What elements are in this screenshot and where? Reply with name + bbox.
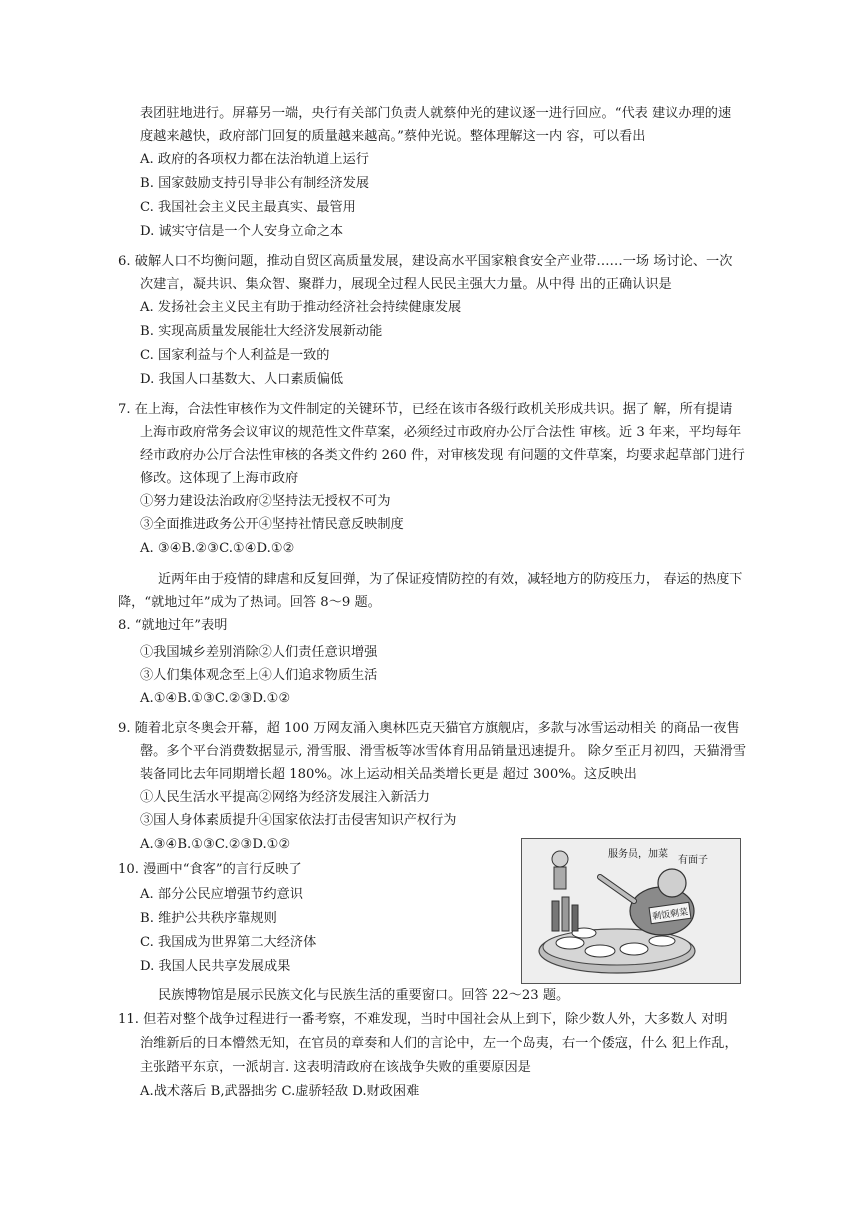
q5-option-b: B. 国家鼓励支持引导非公有制经济发展 xyxy=(140,176,370,191)
comic-drawing xyxy=(522,839,740,983)
q6-option-a: A. 发扬社会主义民主有助于推动经济社会持续健康发展 xyxy=(140,300,462,315)
q7-stem-line-1: 7. 在上海，合法性审核作为文件制定的关键环节，已经在该市各级行政机关形成共识。据了 解，所有提请 xyxy=(118,402,733,417)
q10-option-a: A. 部分公民应增强节约意识 xyxy=(140,887,303,902)
intro-8-9-line-2: 降，“就地过年”成为了热词。回答 8～9 题。 xyxy=(118,595,381,610)
q8-stem: 8. “就地过年”表明 xyxy=(118,618,228,633)
q11-stem-line-1: 11. 但若对整个战争过程进行一番考察，不难发现，当时中国社会从上到下，除少数人外，大多数人 对明 xyxy=(118,1012,728,1027)
q9-answer-options: A.③④B.①③C.②③D.①② xyxy=(140,837,291,852)
q5-stem-line-2: 度越来越快，政府部门回复的质量越来越高。”蔡仲光说。整体理解这一内 容，可以看出 xyxy=(140,129,646,144)
q7-stem-line-2: 上海市政府常务会议审议的规范性文件草案，必须经过市政府办公厅合法性 审核。近 3 年来，平均每年 xyxy=(140,425,742,440)
q7-choices-2: ③全面推进政务公开④坚持社情民意反映制度 xyxy=(140,517,404,532)
q9-stem-line-3: 装备同比去年同期增长超 180%。冰上运动相关品类增长更是 超过 300%。这反映出 xyxy=(140,767,637,782)
q6-option-d: D. 我国人口基数大、人口素质偏低 xyxy=(140,372,344,387)
q11-stem-line-2: 治维新后的日本懵然无知，在官员的章奏和人们的言论中，左一个岛夷，右一个倭寇，什么 犯上作乱， xyxy=(140,1036,738,1051)
comic-speech-1: 服务员，加菜 xyxy=(608,849,668,860)
q6-option-b: B. 实现高质量发展能壮大经济发展新动能 xyxy=(140,324,383,339)
q6-stem-line-2: 次建言，凝共识、集众智、聚群力，展现全过程人民民主强大力量。从中得 出的正确认识是 xyxy=(140,277,672,292)
q7-stem-line-4: 修改。这体现了上海市政府 xyxy=(140,471,299,486)
q8-choices-2: ③人们集体观念至上④人们追求物质生活 xyxy=(140,668,378,683)
q7-answer-options: A. ③④B.②③C.①④D.①② xyxy=(140,541,295,556)
comic-sign-text: 剩饭剩菜 xyxy=(651,907,689,923)
q6-option-c: C. 国家利益与个人利益是一致的 xyxy=(140,348,330,363)
q7-choices-1: ①努力建设法治政府②坚持法无授权不可为 xyxy=(140,494,391,509)
q10-option-b: B. 维护公共秩序靠规则 xyxy=(140,911,277,926)
q5-option-a: A. 政府的各项权力都在法治轨道上运行 xyxy=(140,152,369,167)
q8-choices-1: ①我国城乡差别消除②人们责任意识增强 xyxy=(140,645,378,660)
comic-illustration xyxy=(521,838,741,984)
q5-option-d: D. 诚实守信是一个人安身立命之本 xyxy=(140,224,344,239)
q9-stem-line-2: 罄。多个平台消费数据显示, 滑雪服、滑雪板等冰雪体育用品销量迅速提升。 除夕至正月初四，天猫滑雪 xyxy=(140,744,747,759)
q9-choices-2: ③国人身体素质提升④国家依法打击侵害知识产权行为 xyxy=(140,813,457,828)
comic-speech-2: 有面子 xyxy=(678,855,708,866)
q10-option-c: C. 我国成为世界第二大经济体 xyxy=(140,935,317,950)
q9-choices-1: ①人民生活水平提高②网络为经济发展注入新活力 xyxy=(140,790,431,805)
q8-answer-options: A.①④B.①③C.②③D.①② xyxy=(140,691,291,706)
q5-option-c: C. 我国社会主义民主最真实、最管用 xyxy=(140,200,356,215)
q5-stem-line-1: 表团驻地进行。屏幕另一端，央行有关部门负责人就蔡仲光的建议逐一进行回应。“代表 建议办理的速 xyxy=(140,106,732,121)
q7-stem-line-3: 经市政府办公厅合法性审核的各类文件约 260 件，对审核发现 有问题的文件草案，均要求起草部门进行 xyxy=(140,448,745,463)
q11-answer-options: A.战术落后 B,武器拙劣 C.虚骄轻敌 D.财政困难 xyxy=(140,1084,420,1099)
q10-stem: 10. 漫画中“食客”的言行反映了 xyxy=(118,862,302,877)
intro-22-23: 民族博物馆是展示民族文化与民族生活的重要窗口。回答 22～23 题。 xyxy=(158,988,570,1003)
q9-stem-line-1: 9. 随着北京冬奥会开幕，超 100 万网友涌入奥林匹克天猫官方旗舰店，多款与冰雪运动相关 的商品一夜售 xyxy=(118,721,740,736)
q6-stem-line-1: 6. 破解人口不均衡问题，推动自贸区高质量发展，建设高水平国家粮食安全产业带……一场 场讨论、一次 xyxy=(118,254,733,269)
q10-option-d: D. 我国人民共享发展成果 xyxy=(140,959,291,974)
q11-stem-line-3: 主张踏平东京，一派胡言. 这表明清政府在该战争失败的重要原因是 xyxy=(140,1060,531,1075)
intro-8-9-line-1: 近两年由于疫情的肆虐和反复回弹，为了保证疫情防控的有效，减轻地方的防疫压力， 春运的热度下 xyxy=(158,572,743,587)
